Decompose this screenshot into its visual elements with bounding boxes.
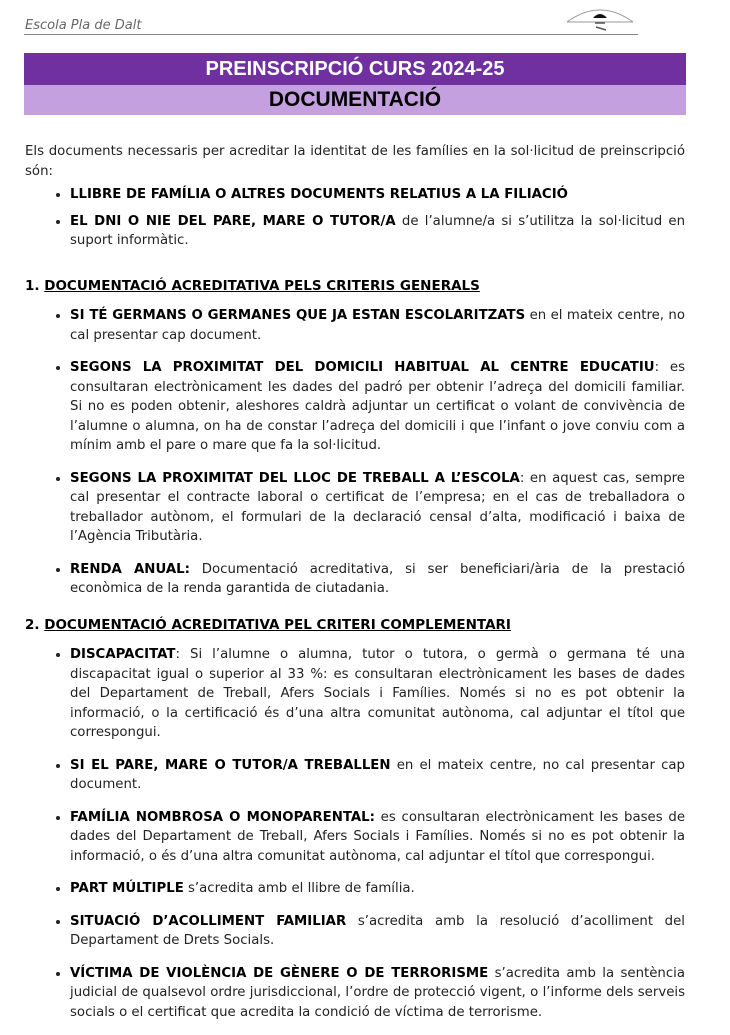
list-item xyxy=(70,358,685,456)
intro-text: Els documents necessaris per acreditar la identitat de les famílies en la sol·licitud de preinscripció són: xyxy=(25,144,685,179)
document-body xyxy=(25,142,685,1035)
item-bold: PART MÚLTIPLE xyxy=(70,881,184,896)
item-text: : Si l’alumne o alumna, tutor o tutora, o germà o germana té una discapacitat igual o superior al 33 %: es consultaran electrònicament les bases de dades del Departament de Treball, Afers Socials i Famílies. Només si no es pot obtenir la informació, o la certificació és d’una altra comunitat autònoma, cal adjuntar el títol que correspongui. xyxy=(70,647,685,740)
section-list xyxy=(25,306,685,599)
item-text: : es consultaran electrònicament les dades del padró per obtenir l’adreça del domicili familiar. Si no es poden obtenir, aleshores caldrà adjuntar un certificat o volant de convivència de l’alumne o alumna, on ha de constar l’adreça del domicili i que l’infant o jove conviu com a mínim amb el pare o mare que fa la sol·licitud. xyxy=(70,360,685,453)
item-text: s’acredita amb la sentència judicial de qualsevol ordre jurisdiccional, l’ordre de protecció vigent, o l’informe dels serveis socials o el certificat que acredita la condició de víctima de terrorisme. xyxy=(70,965,685,1020)
section-heading xyxy=(25,616,685,636)
list-item xyxy=(70,560,685,599)
item-bold: SITUACIÓ D’ACOLLIMENT FAMILIAR xyxy=(70,913,347,929)
list-item xyxy=(70,185,685,205)
item-text: en el mateix centre, no cal presentar cap document. xyxy=(70,308,685,343)
page-subtitle: DOCUMENTACIÓ xyxy=(24,85,686,115)
section-number: 1. xyxy=(25,277,40,294)
list-item xyxy=(70,879,685,899)
section-title: DOCUMENTACIÓ ACREDITATIVA PELS CRITERIS GENERALS xyxy=(44,277,480,294)
item-bold: FAMÍLIA NOMBROSA O MONOPARENTAL: xyxy=(70,809,375,825)
item-text: de l’alumne/a si s’utilitza la sol·licitud en suport informàtic. xyxy=(70,213,685,248)
school-name: Escola Pla de Dalt xyxy=(25,18,142,33)
list-item xyxy=(70,212,685,251)
list-item xyxy=(70,469,685,547)
list-item xyxy=(70,912,685,951)
list-item xyxy=(70,306,685,345)
item-text: es consultaran electrònicament les bases de dades del Departament de Treball, Afers Socials i Famílies. Només si no es pot obtenir la informació, o és d’una altra comunitat autònoma, cal adjuntar el títol que correspongui. xyxy=(70,809,685,864)
list-item xyxy=(70,645,685,743)
school-logo-icon xyxy=(565,4,635,34)
section-title: DOCUMENTACIÓ ACREDITATIVA PEL CRITERI COMPLEMENTARI xyxy=(44,616,511,633)
page-title: PREINSCRIPCIÓ CURS 2024-25 xyxy=(24,53,686,85)
section-heading xyxy=(25,277,685,297)
item-bold: SI TÉ GERMANS O GERMANES QUE JA ESTAN ESCOLARITZATS xyxy=(70,308,526,323)
list-item xyxy=(70,756,685,795)
item-text: s’acredita amb el llibre de família. xyxy=(183,881,415,896)
list-item xyxy=(70,964,685,1023)
intro-list xyxy=(25,185,685,251)
section-number: 2. xyxy=(25,616,40,633)
item-bold: LLIBRE DE FAMÍLIA O ALTRES DOCUMENTS RELATIUS A LA FILIACIÓ xyxy=(70,187,568,202)
list-item xyxy=(70,808,685,867)
item-bold: RENDA ANUAL: xyxy=(70,561,190,577)
item-text: s’acredita amb la resolució d’acolliment del Departament de Drets Socials. xyxy=(70,913,685,948)
item-bold: SEGONS LA PROXIMITAT DEL LLOC DE TREBALL A L’ESCOLA xyxy=(70,470,520,486)
item-text: : en aquest cas, sempre cal presentar el contracte laboral o certificat de l’empresa; en el cas de treballadora o treballador autònom, el formulari de la declaració censal d’alta, modificació i baixa de l’Agència Tributària. xyxy=(70,470,685,544)
item-text: en el mateix centre, no cal presentar cap document. xyxy=(70,757,685,792)
item-bold: DISCAPACITAT xyxy=(70,647,176,662)
item-bold: VÍCTIMA DE VIOLÈNCIA DE GÈNERE O DE TERRORISME xyxy=(70,965,489,981)
item-bold: SEGONS LA PROXIMITAT DEL DOMICILI HABITUAL AL CENTRE EDUCATIU xyxy=(70,360,655,375)
item-text: Documentació acreditativa, si ser beneficiari/ària de la prestació econòmica de la renda garantida de ciutadania. xyxy=(70,561,686,596)
item-bold: EL DNI O NIE DEL PARE, MARE O TUTOR/A xyxy=(70,213,396,229)
header-divider xyxy=(24,34,638,35)
item-bold: SI EL PARE, MARE O TUTOR/A TREBALLEN xyxy=(70,757,391,773)
section-list xyxy=(25,645,685,1022)
